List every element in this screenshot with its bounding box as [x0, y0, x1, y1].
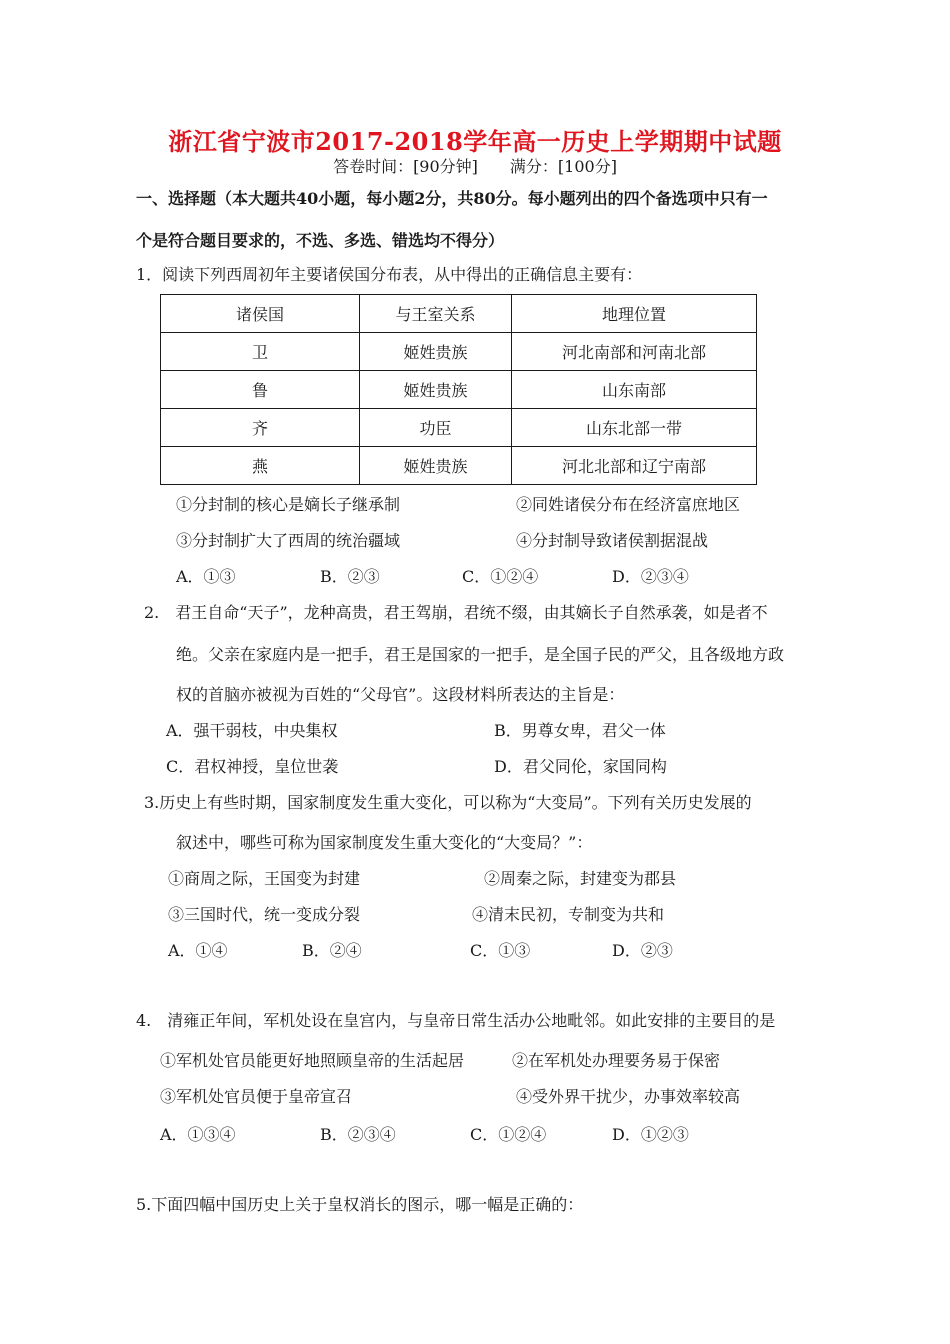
- q3-option-c: C．①③: [470, 941, 531, 960]
- q2-option-b: B．男尊女卑，君父一体: [494, 721, 666, 740]
- q2-stem-line-2: 绝。父亲在家庭内是一把手，君王是国家的一把手，是全国子民的严父，且各级地方政: [176, 645, 785, 664]
- q3-statement-1: ①商周之际，王国变为封建: [168, 869, 361, 888]
- q2-option-d: D．君父同伦，家国同构: [494, 757, 667, 776]
- table-row: [161, 333, 757, 371]
- q4-option-b: B．②③④: [320, 1125, 396, 1144]
- table-cell: 功臣: [360, 409, 512, 447]
- q1-option-d: D．②③④: [612, 567, 689, 586]
- q2-option-c: C．君权神授，皇位世袭: [166, 757, 339, 776]
- q1-option-a: A．①③: [176, 567, 236, 586]
- q3-statement-2: ②周秦之际，封建变为郡县: [484, 869, 677, 888]
- q1-statement-1: ①分封制的核心是嫡长子继承制: [176, 495, 401, 514]
- table-header-cell: 诸侯国: [161, 295, 360, 333]
- q4-option-d: D．①②③: [612, 1125, 689, 1144]
- q3-option-a: A．①④: [168, 941, 228, 960]
- q4-option-a: A．①③④: [160, 1125, 236, 1144]
- section-heading-line-2: 个是符合题目要求的，不选、多选、错选均不得分）: [136, 231, 505, 250]
- table-row: [161, 371, 757, 409]
- q2-option-a: A．强干弱枝，中央集权: [166, 721, 338, 740]
- table-cell: 齐: [161, 409, 360, 447]
- q3-statement-3: ③三国时代，统一变成分裂: [168, 905, 361, 924]
- section-heading-line-1: 一、选择题（本大题共40小题，每小题2分，共80分。每小题列出的四个备选项中只有一: [136, 189, 768, 208]
- table-cell: 鲁: [161, 371, 360, 409]
- exam-info: 答卷时间：[90分钟] 满分：[100分]: [333, 157, 617, 176]
- table-cell: 河北南部和河南北部: [512, 333, 757, 371]
- q4-stem: 4. 清雍正年间，军机处设在皇宫内，与皇帝日常生活办公地毗邻。如此安排的主要目的是: [136, 1011, 776, 1030]
- feudal-states-table: [160, 294, 757, 485]
- q2-stem-line-1: 2. 君王自命“天子”，龙种高贵，君王驾崩，君统不缀，由其嫡长子自然承袭，如是者不: [144, 603, 768, 622]
- table-cell: 燕: [161, 447, 360, 485]
- q4-statement-4: ④受外界干扰少，办事效率较高: [516, 1087, 741, 1106]
- q3-statement-4: ④清末民初，专制变为共和: [472, 905, 665, 924]
- q5-stem: 5.下面四幅中国历史上关于皇权消长的图示，哪一幅是正确的：: [136, 1195, 584, 1214]
- table-cell: 姬姓贵族: [360, 447, 512, 485]
- table-cell: 山东北部一带: [512, 409, 757, 447]
- table-cell: 卫: [161, 333, 360, 371]
- table-header-row: [161, 295, 757, 333]
- q4-statement-2: ②在军机处办理要务易于保密: [512, 1051, 721, 1070]
- table-header-cell: 地理位置: [512, 295, 757, 333]
- q1-stem: 1．阅读下列西周初年主要诸侯国分布表，从中得出的正确信息主要有：: [136, 265, 643, 284]
- q4-option-c: C．①②④: [470, 1125, 547, 1144]
- table-cell: 姬姓贵族: [360, 333, 512, 371]
- q3-stem-line-2: 叙述中，哪些可称为国家制度发生重大变化的“大变局？”：: [176, 833, 593, 852]
- q1-statement-2: ②同姓诸侯分布在经济富庶地区: [516, 495, 741, 514]
- table-cell: 姬姓贵族: [360, 371, 512, 409]
- table-row: [161, 409, 757, 447]
- table-cell: 河北北部和辽宁南部: [512, 447, 757, 485]
- q3-option-d: D．②③: [612, 941, 673, 960]
- q4-statement-1: ①军机处官员能更好地照顾皇帝的生活起居: [160, 1051, 465, 1070]
- q1-statement-4: ④分封制导致诸侯割据混战: [516, 531, 709, 550]
- table-cell: 山东南部: [512, 371, 757, 409]
- q2-stem-line-3: 权的首脑亦被视为百姓的“父母官”。这段材料所表达的主旨是：: [176, 685, 625, 704]
- q3-option-b: B．②④: [302, 941, 362, 960]
- page-title: 浙江省宁波市2017-2018学年高一历史上学期期中试题: [168, 127, 782, 156]
- q4-statement-3: ③军机处官员便于皇帝宣召: [160, 1087, 353, 1106]
- table-header-cell: 与王室关系: [360, 295, 512, 333]
- q1-statement-3: ③分封制扩大了西周的统治疆域: [176, 531, 401, 550]
- q3-stem-line-1: 3.历史上有些时期，国家制度发生重大变化，可以称为“大变局”。下列有关历史发展的: [144, 793, 752, 812]
- q1-option-b: B．②③: [320, 567, 380, 586]
- table-row: [161, 447, 757, 485]
- q1-option-c: C．①②④: [462, 567, 539, 586]
